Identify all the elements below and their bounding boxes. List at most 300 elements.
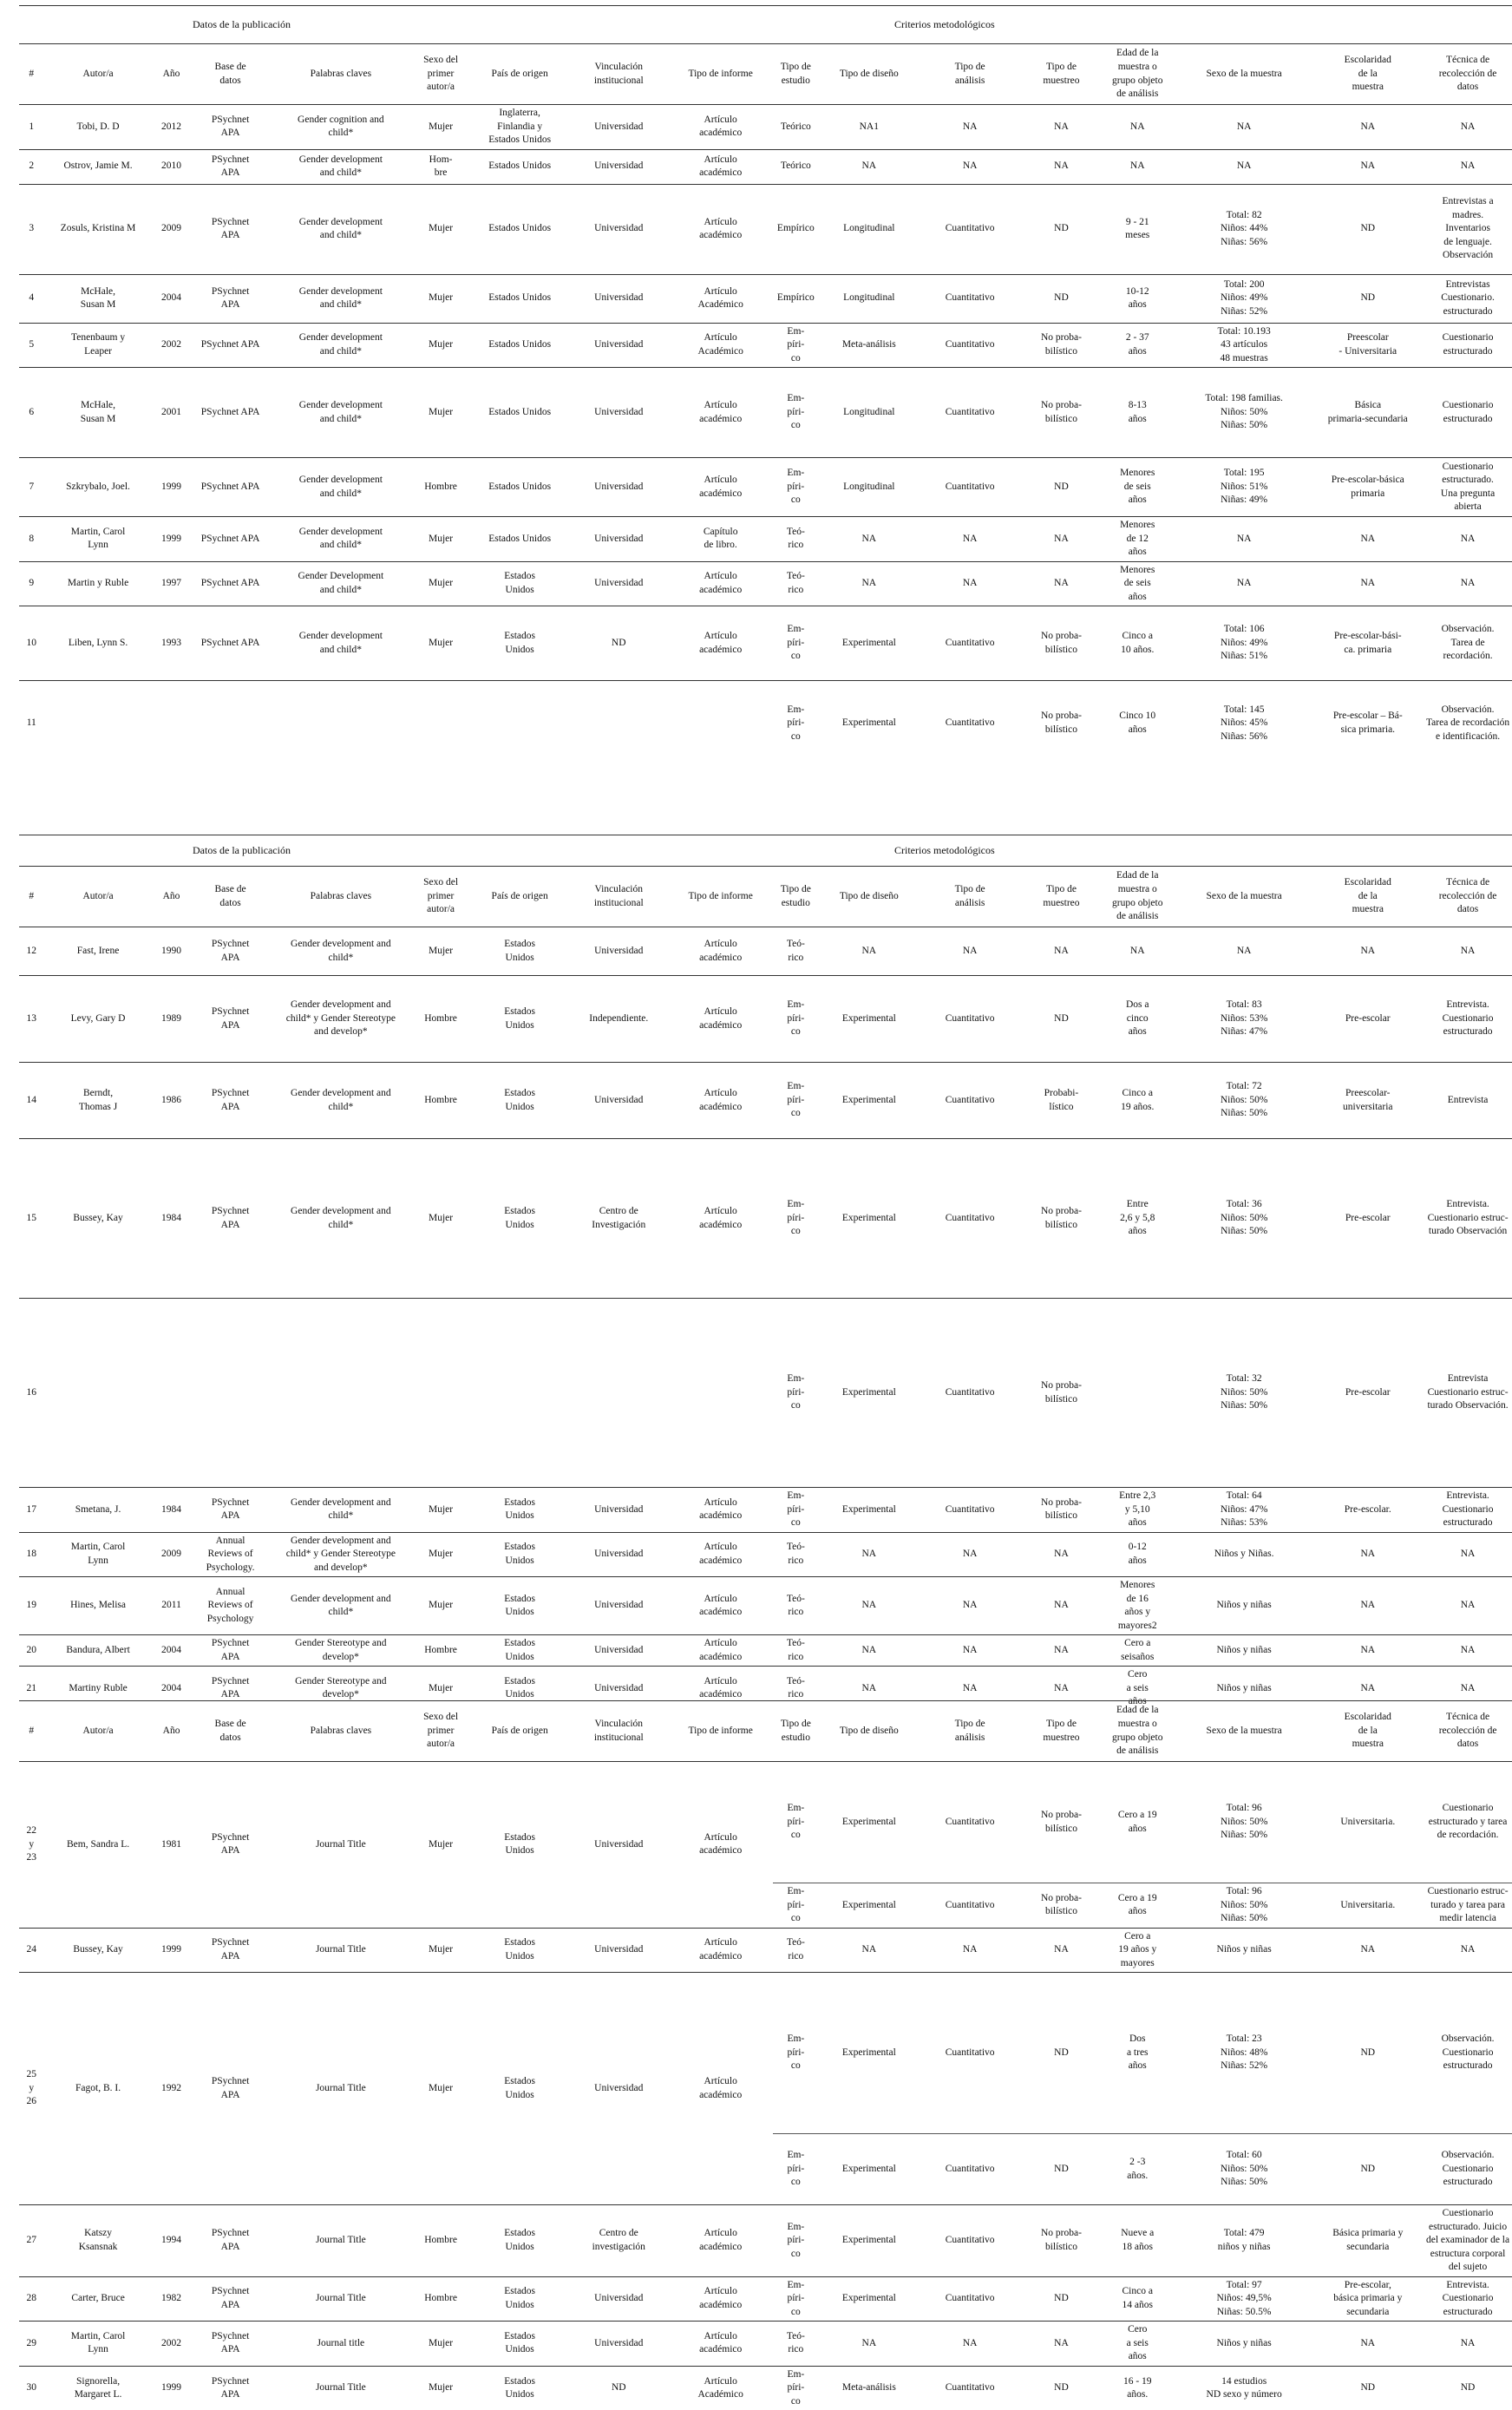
table-cell: Probabi- lístico	[1020, 1063, 1102, 1139]
table-cell	[44, 1299, 153, 1488]
table-cell: PSychnet APA	[191, 2322, 271, 2367]
table-cell	[1103, 1299, 1173, 1488]
table-cell: Estados Unidos	[470, 1973, 569, 2205]
table-cell: Em- píri- co	[773, 1488, 819, 1533]
column-header-row	[19, 44, 1512, 105]
table-cell: NA	[1020, 2322, 1102, 2367]
group-header-metodologicos: Criterios metodológicos	[773, 835, 1512, 867]
table-cell: NA	[920, 105, 1020, 150]
col-header: Tipo de estudio	[773, 867, 819, 927]
table-cell: NA	[920, 149, 1020, 184]
table-cell: Gender Stereotype and develop*	[271, 1635, 411, 1667]
table-cell: Mujer	[411, 1577, 470, 1635]
table-cell: Gender development and child*	[271, 184, 411, 274]
table-cell: Total: 36 Niños: 50% Niñas: 50%	[1173, 1139, 1316, 1299]
table-cell: PSychnet APA	[191, 2276, 271, 2322]
table-cell: Cuestionario estruc- turado y tarea para medir latencia	[1420, 1883, 1512, 1929]
table-cell: Artículo académico	[668, 1928, 773, 1973]
table-cell: Em- píri- co	[773, 458, 819, 517]
table-cell: Total: 195 Niños: 51% Niñas: 49%	[1173, 458, 1316, 517]
table-cell: Teó- rico	[773, 1532, 819, 1577]
col-header: Tipo de informe	[668, 1701, 773, 1762]
table-cell: ND	[1020, 1973, 1102, 2134]
table-cell: Experimental	[819, 1488, 920, 1533]
table-cell: Hines, Melisa	[44, 1577, 153, 1635]
table-cell: Mujer	[411, 517, 470, 562]
table-cell: Gender development and child*	[271, 1139, 411, 1299]
table-cell: PSychnet APA	[191, 2366, 271, 2410]
table-cell: 20	[19, 1635, 44, 1667]
table-cell: Em- píri- co	[773, 681, 819, 766]
table-cell: Gender development and child*	[271, 1577, 411, 1635]
table-cell: Levy, Gary D	[44, 976, 153, 1063]
table-row	[19, 681, 1512, 766]
table-cell: Independiente.	[569, 976, 668, 1063]
table-cell: 28	[19, 2276, 44, 2322]
header-group-row	[19, 835, 1512, 867]
table-cell: Liben, Lynn S.	[44, 606, 153, 681]
table-cell: PSychnet APA	[190, 976, 270, 1063]
table-cell: NA	[1103, 149, 1173, 184]
table-cell: 1994	[153, 2205, 191, 2277]
table-cell: NA	[819, 517, 920, 562]
table-row	[19, 976, 1512, 1063]
table-cell: Estados Unidos	[470, 274, 569, 323]
table-cell: Estados Unidos	[470, 2205, 569, 2277]
table-cell: Dos a cinco años	[1103, 976, 1173, 1063]
table-cell: No proba- bilístico	[1020, 606, 1102, 681]
table-cell: NA	[819, 1577, 920, 1635]
table-cell: NA	[1173, 517, 1316, 562]
table-cell: Journal Title	[271, 1928, 411, 1973]
table-cell: Estados Unidos	[470, 1762, 569, 1929]
col-header: Base de datos	[190, 44, 270, 105]
table-section-1	[19, 5, 1512, 766]
col-header: Edad de la muestra o grupo objeto de análisis	[1103, 867, 1173, 927]
table-cell: Em- píri- co	[773, 2205, 819, 2277]
table-cell: PSychnet APA	[191, 1973, 271, 2205]
table-cell: 21	[19, 1667, 44, 1711]
table-cell: Annual Reviews of Psychology	[190, 1577, 270, 1635]
table-cell: Estados Unidos	[470, 1577, 569, 1635]
table-cell: ND	[1020, 2276, 1102, 2322]
table-cell: Universidad	[569, 458, 668, 517]
table-cell: Artículo Académico	[668, 274, 773, 323]
table-cell: 1990	[153, 927, 191, 976]
table-cell: Estados Unidos	[470, 184, 569, 274]
table-cell: ND	[1315, 274, 1420, 323]
table-cell: Gender development and child*	[271, 1063, 411, 1139]
table-cell: Niños y niñas	[1173, 1928, 1316, 1973]
table-cell: Teó- rico	[773, 561, 819, 606]
table-cell: 1999	[153, 2366, 191, 2410]
table-cell: ND	[1020, 274, 1102, 323]
table-cell: NA	[1420, 149, 1512, 184]
table-row	[19, 1928, 1512, 1973]
table-cell: Cero a seisaños	[1103, 1635, 1173, 1667]
col-header: Sexo del primer autor/a	[411, 44, 470, 105]
table-cell: Cuantitativo	[920, 1488, 1020, 1533]
table-cell: Journal Title	[271, 1973, 411, 2205]
col-header: #	[19, 1701, 44, 1762]
table-cell	[569, 681, 668, 766]
table-cell: 1984	[153, 1488, 191, 1533]
table-cell: Gender development and child*	[271, 323, 411, 368]
table-cell: Artículo Académico	[668, 2366, 773, 2410]
col-header: Tipo de muestreo	[1020, 1701, 1102, 1762]
table-cell: Annual Reviews of Psychology.	[190, 1532, 270, 1577]
table-cell: 13	[19, 976, 44, 1063]
table-cell: NA	[1020, 927, 1102, 976]
table-row	[19, 1973, 1512, 2134]
table-cell: Smetana, J.	[44, 1488, 153, 1533]
table-cell: Pre-escolar	[1315, 1299, 1420, 1488]
table-cell: Szkrybalo, Joel.	[44, 458, 153, 517]
table-cell: Mujer	[411, 184, 470, 274]
table-cell: Total: 97 Niños: 49,5% Niñas: 50.5%	[1173, 2276, 1316, 2322]
table-cell: 10	[19, 606, 44, 681]
table-cell: 22 y 23	[19, 1762, 44, 1929]
table-cell: 30	[19, 2366, 44, 2410]
table-cell: PSychnet APA	[190, 517, 270, 562]
table-row	[19, 149, 1512, 184]
table-cell: Gender development and child*	[271, 368, 411, 458]
table-cell: Total: 23 Niños: 48% Niñas: 52%	[1173, 1973, 1316, 2134]
table-cell: Experimental	[819, 606, 920, 681]
table-cell: NA	[1315, 517, 1420, 562]
table-cell: 2002	[153, 323, 191, 368]
table-cell: Universidad	[569, 1928, 668, 1973]
table-row	[19, 606, 1512, 681]
table-cell: Hombre	[411, 976, 470, 1063]
table-cell: Longitudinal	[819, 184, 920, 274]
table-cell: Mujer	[411, 1667, 470, 1711]
table-cell: Observación. Cuestionario estructurado	[1420, 1973, 1512, 2134]
table-cell: 0-12 años	[1103, 1532, 1173, 1577]
table-cell: NA	[920, 1667, 1020, 1711]
table-row	[19, 927, 1512, 976]
table-cell: 1999	[153, 458, 191, 517]
table-cell: Total: 198 familias. Niños: 50% Niñas: 50%	[1173, 368, 1316, 458]
table-cell: Universidad	[569, 1762, 668, 1929]
table-cell: ND	[1020, 458, 1102, 517]
table-cell: Fast, Irene	[44, 927, 153, 976]
table-cell: ND	[569, 606, 668, 681]
table-cell	[470, 681, 569, 766]
table-cell: PSychnet APA	[190, 274, 270, 323]
table-cell: Em- píri- co	[773, 2366, 819, 2410]
col-header: Tipo de muestreo	[1020, 867, 1102, 927]
table-cell: 8-13 años	[1103, 368, 1173, 458]
table-cell: Gender development and child*	[271, 606, 411, 681]
table-cell: No proba- bilístico	[1020, 681, 1102, 766]
table-cell: 16 - 19 años.	[1103, 2366, 1173, 2410]
table-cell: 1999	[153, 517, 191, 562]
table-cell: Observación. Cuestionario estructurado	[1420, 2134, 1512, 2205]
table-cell: Universidad	[569, 1532, 668, 1577]
table-cell: Estados Unidos	[470, 2366, 569, 2410]
table-cell: McHale, Susan M	[44, 274, 153, 323]
table-cell: Universidad	[569, 1488, 668, 1533]
table-cell: PSychnet APA	[190, 105, 270, 150]
table-cell: No proba- bilístico	[1020, 323, 1102, 368]
col-header: Vinculación institucional	[569, 1701, 668, 1762]
table-row	[19, 323, 1512, 368]
table-cell: Cero a 19 años	[1103, 1762, 1173, 1883]
table-cell: Experimental	[819, 1063, 920, 1139]
table-cell: Pre-escolar, básica primaria y secundaria	[1315, 2276, 1420, 2322]
table-cell: Em- píri- co	[773, 2276, 819, 2322]
table-cell: Entrevista	[1420, 1063, 1512, 1139]
table-cell: No proba- bilístico	[1020, 1883, 1102, 1929]
table-cell: Universidad	[569, 323, 668, 368]
table-cell: Teórico	[773, 149, 819, 184]
table-cell: Cinco a 14 años	[1103, 2276, 1173, 2322]
table-cell: Estados Unidos	[470, 1063, 569, 1139]
table-cell: Cuantitativo	[920, 274, 1020, 323]
table-cell: Zosuls, Kristina M	[44, 184, 153, 274]
table-cell: Artículo académico	[668, 1762, 773, 1929]
table-cell: Estados Unidos	[470, 368, 569, 458]
table-cell: Artículo académico	[668, 105, 773, 150]
table-cell: PSychnet APA	[190, 1063, 270, 1139]
table-cell: Artículo académico	[668, 1532, 773, 1577]
table-cell: Journal Title	[271, 2205, 411, 2277]
table-cell: ND	[1020, 184, 1102, 274]
table-cell: Artículo académico	[668, 2205, 773, 2277]
table-cell: Pre-escolar	[1315, 976, 1420, 1063]
table-cell: 1984	[153, 1139, 191, 1299]
col-header: #	[19, 44, 44, 105]
table-cell: Estados Unidos	[470, 2322, 569, 2367]
table-cell	[411, 681, 470, 766]
table-cell: Universidad	[569, 274, 668, 323]
table-cell: Longitudinal	[819, 458, 920, 517]
table-cell: Experimental	[819, 681, 920, 766]
table-cell: Artículo académico	[668, 149, 773, 184]
col-header: Autor/a	[44, 867, 153, 927]
table-cell	[153, 1299, 191, 1488]
table-cell: Experimental	[819, 2134, 920, 2205]
table-cell: Entrevista Cuestionario estruc- turado Observación.	[1420, 1299, 1512, 1488]
col-header: Tipo de análisis	[920, 1701, 1020, 1762]
table-cell: Tobi, D. D	[44, 105, 153, 150]
table-cell: NA	[819, 927, 920, 976]
table-cell: Observación. Tarea de recordación e identificación.	[1420, 681, 1512, 766]
col-header: Base de datos	[190, 867, 270, 927]
table-row	[19, 1139, 1512, 1299]
table-cell: Total: 72 Niños: 50% Niñas: 50%	[1173, 1063, 1316, 1139]
col-header: #	[19, 867, 44, 927]
table-cell: Hombre	[411, 2276, 470, 2322]
table-cell: 17	[19, 1488, 44, 1533]
table-cell: 1981	[153, 1762, 191, 1929]
col-header: Palabras claves	[271, 867, 411, 927]
table-cell: Universidad	[569, 149, 668, 184]
table-cell: Estados Unidos	[470, 976, 569, 1063]
table-cell: NA	[1315, 105, 1420, 150]
table-cell: Cuantitativo	[920, 1299, 1020, 1488]
table-row	[19, 274, 1512, 323]
table-cell: 25 y 26	[19, 1973, 44, 2205]
table-cell: Total: 96 Niños: 50% Niñas: 50%	[1173, 1883, 1316, 1929]
table-cell: Gender development and child*	[271, 1488, 411, 1533]
table-cell: Teó- rico	[773, 1667, 819, 1711]
table-cell: PSychnet APA	[190, 458, 270, 517]
table-cell: 2012	[153, 105, 191, 150]
table-row	[19, 105, 1512, 150]
col-header: Vinculación institucional	[569, 44, 668, 105]
table-cell: Bem, Sandra L.	[44, 1762, 153, 1929]
table-cell: NA	[920, 561, 1020, 606]
table-cell: Gender development and child*	[271, 458, 411, 517]
table-cell: Cuantitativo	[920, 1063, 1020, 1139]
table-cell: 1997	[153, 561, 191, 606]
table-cell: Gender development and child* y Gender Stereotype and develop*	[271, 1532, 411, 1577]
table-cell: Longitudinal	[819, 368, 920, 458]
table-cell: Estados Unidos	[470, 927, 569, 976]
table-cell: Cuestionario estructurado	[1420, 323, 1512, 368]
table-cell: NA	[1173, 105, 1316, 150]
table-cell: Experimental	[819, 1762, 920, 1883]
table-row	[19, 368, 1512, 458]
table-cell: PSychnet APA	[190, 323, 270, 368]
table-cell: 4	[19, 274, 44, 323]
table-cell: Experimental	[819, 1139, 920, 1299]
table-cell: NA	[1315, 149, 1420, 184]
table-cell: PSychnet APA	[190, 184, 270, 274]
col-header: Tipo de análisis	[920, 867, 1020, 927]
table-cell: NA	[1420, 105, 1512, 150]
table-cell: NA	[1420, 927, 1512, 976]
col-header: Autor/a	[44, 44, 153, 105]
table-cell: Mujer	[411, 927, 470, 976]
table-cell: Artículo académico	[668, 561, 773, 606]
table-cell: 8	[19, 517, 44, 562]
table-cell: Total: 64 Niños: 47% Niñas: 53%	[1173, 1488, 1316, 1533]
table-cell: Universidad	[569, 561, 668, 606]
table-cell: Empírico	[773, 184, 819, 274]
table-cell: NA	[1020, 1928, 1102, 1973]
table-cell: Mujer	[411, 105, 470, 150]
table-cell: Gender development and child*	[271, 927, 411, 976]
col-header: Técnica de recolección de datos	[1420, 44, 1512, 105]
table-cell: PSychnet APA	[190, 606, 270, 681]
table-cell: Cuantitativo	[920, 184, 1020, 274]
table-cell: Pre-escolar-bási- ca. primaria	[1315, 606, 1420, 681]
col-header: Sexo de la muestra	[1173, 1701, 1316, 1762]
table-cell: NA	[1173, 149, 1316, 184]
table-cell: PSychnet APA	[191, 1928, 271, 1973]
table-cell: Cuestionario estructurado. Juicio del examinador de la estructura corporal del sujeto	[1420, 2205, 1512, 2277]
table-cell: Universidad	[569, 368, 668, 458]
table-cell	[411, 1299, 470, 1488]
table-cell: Total: 10.193 43 artículos 48 muestras	[1173, 323, 1316, 368]
table-cell: Cuestionario estructurado y tarea de recordación.	[1420, 1762, 1512, 1883]
table-cell: Estados Unidos	[470, 1532, 569, 1577]
table-cell: Estados Unidos	[470, 517, 569, 562]
table-cell: Ostrov, Jamie M.	[44, 149, 153, 184]
table-cell: Artículo académico	[668, 458, 773, 517]
table-cell: 2004	[153, 1667, 191, 1711]
table-cell: Cuantitativo	[920, 976, 1020, 1063]
table-cell: 19	[19, 1577, 44, 1635]
table-cell: 1999	[153, 1928, 191, 1973]
table-cell: PSychnet APA	[191, 1762, 271, 1929]
table-cell: Gender Development and child*	[271, 561, 411, 606]
table-cell: Pre-escolar-básica primaria	[1315, 458, 1420, 517]
table-cell: 11	[19, 681, 44, 766]
table-cell: NA	[1315, 927, 1420, 976]
table-cell: Teórico	[773, 105, 819, 150]
table-cell: ND	[1315, 1973, 1420, 2134]
table-cell: Artículo Académico	[668, 323, 773, 368]
table-cell: 29	[19, 2322, 44, 2367]
table-cell: Centro de investigación	[569, 2205, 668, 2277]
table-cell: Artículo académico	[668, 1635, 773, 1667]
table-cell: NA	[1420, 1928, 1512, 1973]
table-cell: Entre 2,6 y 5,8 años	[1103, 1139, 1173, 1299]
table-cell: Cuantitativo	[920, 2134, 1020, 2205]
table-cell: 16	[19, 1299, 44, 1488]
table-cell: Mujer	[411, 1762, 470, 1929]
table-cell: Cuantitativo	[920, 681, 1020, 766]
table-cell: NA	[819, 149, 920, 184]
table-cell: NA	[1315, 1928, 1420, 1973]
table-cell: ND	[569, 2366, 668, 2410]
table-cell: ND	[1020, 2366, 1102, 2410]
table-cell: Estados Unidos	[470, 1928, 569, 1973]
table-cell: Entrevista. Cuestionario estruc- turado Observación	[1420, 1139, 1512, 1299]
table-cell: No proba- bilístico	[1020, 368, 1102, 458]
table-cell: NA	[920, 517, 1020, 562]
table-cell: 2	[19, 149, 44, 184]
table-cell: Artículo académico	[668, 1139, 773, 1299]
table-cell: NA	[1020, 1635, 1102, 1667]
table-cell: NA	[1315, 561, 1420, 606]
table-cell: Total: 82 Niños: 44% Niñas: 56%	[1173, 184, 1316, 274]
table-cell: Universidad	[569, 105, 668, 150]
table-cell: Mujer	[411, 323, 470, 368]
table-row	[19, 1063, 1512, 1139]
table-row	[19, 517, 1512, 562]
table-cell: 9 - 21 meses	[1103, 184, 1173, 274]
col-header: Autor/a	[44, 1701, 153, 1762]
table-cell: 2010	[153, 149, 191, 184]
table-cell	[190, 681, 270, 766]
table-cell: Hom- bre	[411, 149, 470, 184]
table-cell: Niños y niñas	[1173, 2322, 1316, 2367]
table-cell: Total: 479 niños y niñas	[1173, 2205, 1316, 2277]
group-header-publicacion: Datos de la publicación	[19, 6, 773, 44]
table-cell: Capítulo de libro.	[668, 517, 773, 562]
table-cell: Longitudinal	[819, 274, 920, 323]
table-cell: Universidad	[569, 1063, 668, 1139]
table-cell: Mujer	[411, 1139, 470, 1299]
table-cell: Katszy Ksansnak	[44, 2205, 153, 2277]
table-cell: No proba- bilístico	[1020, 1488, 1102, 1533]
table-cell: Menores de 16 años y mayores2	[1103, 1577, 1173, 1635]
table-cell	[668, 1299, 773, 1488]
table-cell: NA	[1020, 105, 1102, 150]
table-cell: Cero a 19 años y mayores	[1103, 1928, 1173, 1973]
table-cell: Gender development and child* y Gender Stereotype and develop*	[271, 976, 411, 1063]
table-cell: Teó- rico	[773, 927, 819, 976]
table-cell: PSychnet APA	[190, 1667, 270, 1711]
table-cell: Hombre	[411, 2205, 470, 2277]
table-cell: Artículo académico	[668, 976, 773, 1063]
table-cell: Universidad	[569, 184, 668, 274]
